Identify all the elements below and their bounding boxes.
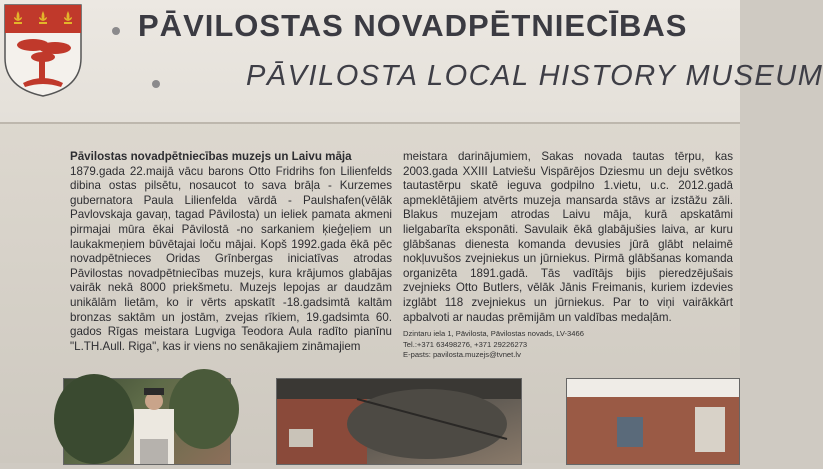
photo-boat-house	[276, 378, 522, 465]
title-bullet-left	[112, 27, 120, 35]
photo-exhibition-room	[566, 378, 740, 465]
address: Dzintaru iela 1, Pāvilosta, Pāvilostas novads, LV-3466	[403, 329, 584, 339]
history-text-right: meistara darinājumiem, Sakas novada tautas tērpu, kas 2003.gada XXIII Latviešu Vispārējos Dziesmu un deju svētkos tautastērpu skatē ieguva godpilno 1.vietu, u.c. 2012.gadā apmeklētājiem atvērts muzeja mansarda stāvs ar izstāžu zāli. Blakus muzejam atrodas Laivu māja, kurā apskatāmi lielgabarīta eksponāti. Savulaik ēkā glabājušies laiva, ar kuru glābšanas dienesta komanda devusies jūrā glābt nelaimē nokļuvušos zvejniekus un jūrniekus. Pirmā glābšanas komanda organizēta 1891.gadā. Tās vadītājs bijis pieredzējušais zvejnieks Otto Butlers, vēlāk Jānis Freimanis, kuriem izdevies izglābt 118 zvejniekus un jūrniekus. Par to viņi vairākkārt apbalvoti ar naudas prēmijām un valdības medaļām.	[403, 150, 733, 324]
phone: Tel.:+371 63498276, +371 29226273	[403, 339, 528, 349]
coat-of-arms-icon	[3, 3, 83, 98]
board-header	[0, 0, 823, 124]
history-text-left: 1879.gada 22.maijā vācu barons Otto Fridrihs fon Lilienfelds dibina ostas pilsētu, nosaucot to sava brāļa - Kurzemes gubernatora Paula Lilienfelda vārdā - Paulshafen(vēlāk Pavlovskaja gavaņ, tagad Pāvilosta) un ieliek pamata akmeni pirmajai mūra ēkai Pāvilostā -no sarkaniem ķieģeļiem un laukakmeņiem būvētajai loču mājai. Kopš 1992.gada ēkā pēc novadpētnieces Oridas Grīnbergas iniciatīvas atrodas Pāvilostas novadpētniecības muzejs, kura krājumos glabājas vairāk nekā 8000 priekšmetu. Muzejs lepojas ar daudzām unikālām lietām, ko ir vērts apskatīt -18.gadsimtā kaltām bronzas saktām un jostām, zvejas rīkiem, 19.gadsimta 60. gados Rīgas meistara Lugviga Teodora Aula radīto pianīnu "L.TH.Aull. Riga", kas ir viens no senākajiem zināmajiem	[70, 164, 392, 353]
title-english: PĀVILOSTA LOCAL HISTORY MUSEUM	[246, 60, 823, 92]
section-heading: Pāvilostas novadpētniecības muzejs un Laivu māja	[70, 150, 352, 163]
contact-info	[403, 329, 733, 360]
email: E-pasts: pavilosta.muzejs@tvnet.lv	[403, 349, 521, 359]
title-latvian: PĀVILOSTAS NOVADPĒTNIECĪBAS	[138, 8, 688, 43]
photo-folk-costume	[63, 378, 231, 465]
text-column-left	[70, 150, 392, 354]
title-bullet-right	[152, 80, 160, 88]
text-column-right	[403, 150, 733, 360]
